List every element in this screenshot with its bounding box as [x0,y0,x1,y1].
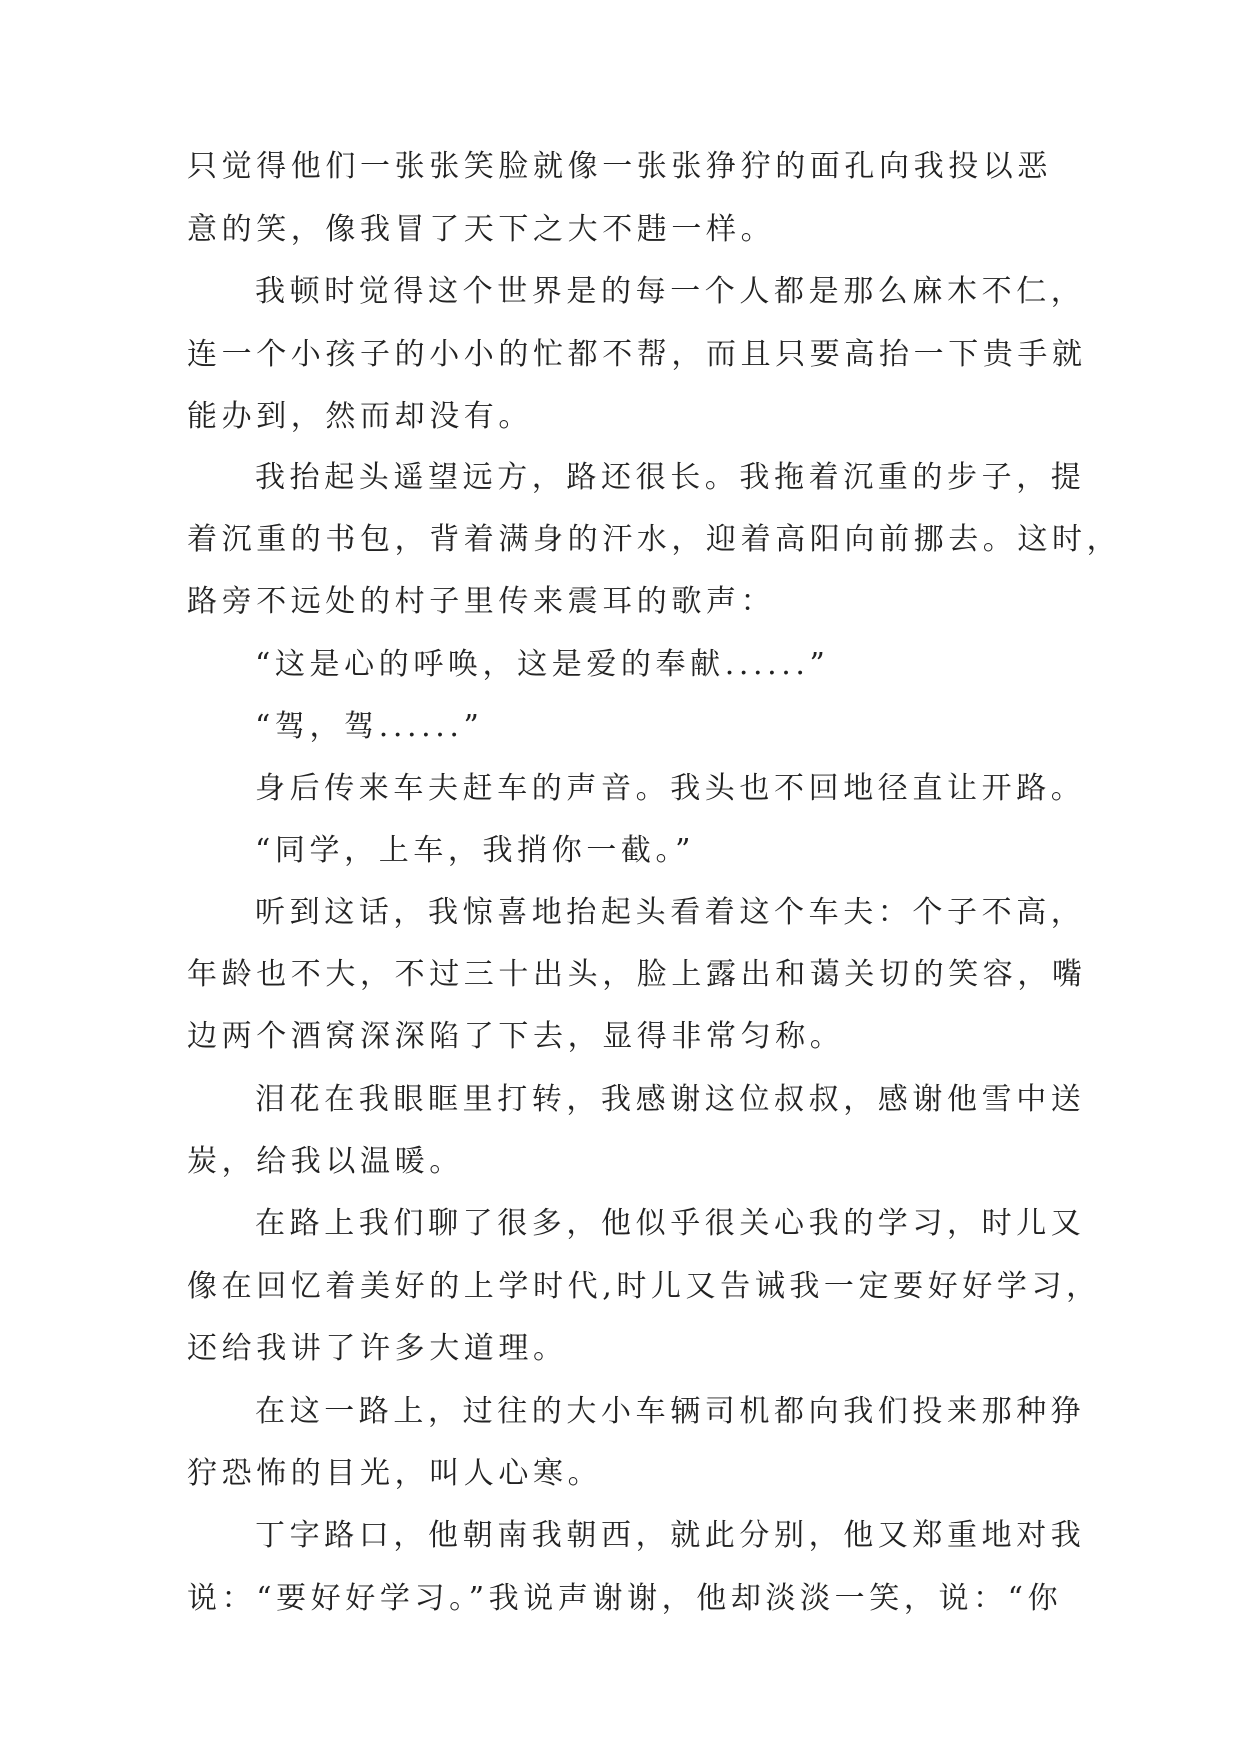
text-line: 丁字路口，他朝南我朝西，就此分别，他又郑重地对我 [255,1518,1086,1553]
text-line: 路旁不远处的村子里传来震耳的歌声： [187,584,776,619]
text-line: 连一个小孩子的小小的忙都不帮，而且只要高抬一下贵手就 [187,337,1087,372]
text-line: 只觉得他们一张张笑脸就像一张张狰狞的面孔向我投以恶 [187,149,1052,184]
text-line: 能办到，然而却没有。 [187,399,533,434]
text-line: 泪花在我眼眶里打转，我感谢这位叔叔，感谢他雪中送 [255,1082,1086,1117]
text-line: 狞恐怖的目光，叫人心寒。 [187,1456,603,1491]
text-line: 我顿时觉得这个世界是的每一个人都是那么麻木不仁， [255,274,1086,309]
text-line: 听到这话，我惊喜地抬起头看着这个车夫：个子不高， [255,895,1086,930]
text-line: 炭，给我以温暖。 [187,1144,464,1179]
text-line: 意的笑，像我冒了天下之大不韪一样。 [187,212,776,247]
text-line: “同学，上车，我捎你一截。” [255,833,696,868]
text-line: 像在回忆着美好的上学时代,时儿又告诫我一定要好好学习， [187,1269,1101,1304]
text-line: 在路上我们聊了很多，他似乎很关心我的学习，时儿又 [255,1206,1086,1241]
text-line: 年龄也不大，不过三十出头，脸上露出和蔼关切的笑容，嘴 [187,957,1087,992]
text-line: 我抬起头遥望远方，路还很长。我拖着沉重的步子，提 [255,460,1086,495]
text-line: “驾，驾......” [255,709,484,744]
text-line: 说：“要好好学习。”我说声谢谢，他却淡淡一笑，说：“你 [187,1581,1063,1616]
text-line: 身后传来车夫赶车的声音。我头也不回地径直让开路。 [255,771,1086,806]
text-line: 着沉重的书包，背着满身的汗水，迎着高阳向前挪去。这时， [187,522,1122,557]
text-line: 还给我讲了许多大道理。 [187,1331,568,1366]
text-line: 在这一路上，过往的大小车辆司机都向我们投来那种狰 [255,1394,1086,1429]
text-line: “这是心的呼唤，这是爱的奉献......” [255,647,830,682]
text-line: 边两个酒窝深深陷了下去，显得非常匀称。 [187,1019,845,1054]
